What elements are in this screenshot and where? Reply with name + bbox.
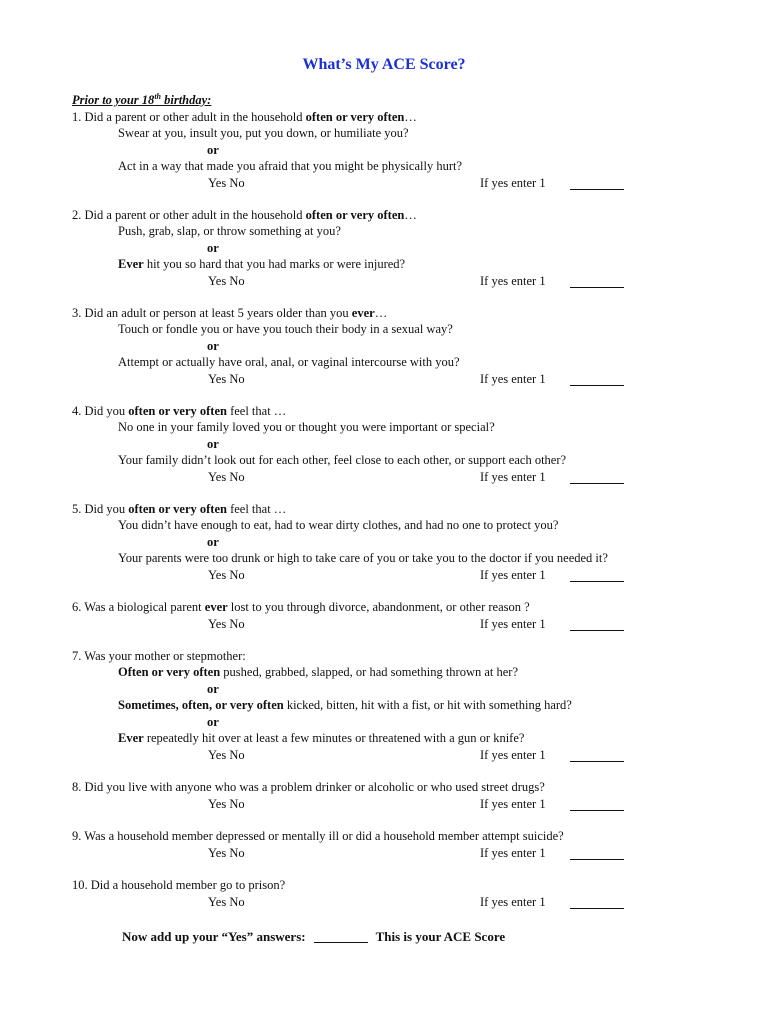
if-yes-label: If yes enter 1: [480, 748, 546, 762]
or-label: or: [207, 241, 219, 255]
if-yes-label: If yes enter 1: [480, 617, 546, 631]
answer-blank[interactable]: [570, 810, 624, 811]
answer-blank[interactable]: [570, 385, 624, 386]
intro-heading: Prior to your 18th birthday:: [72, 91, 212, 107]
or-label: or: [207, 143, 219, 157]
or-label: or: [207, 535, 219, 549]
if-yes-label: If yes enter 1: [480, 797, 546, 811]
page-title: What’s My ACE Score?: [302, 56, 466, 73]
or-label: or: [207, 437, 219, 451]
question-7-option-b: Sometimes, often, or very often kicked, bitten, hit with a fist, or hit with something hard?: [118, 698, 572, 712]
question-5-option-a: You didn’t have enough to eat, had to wear dirty clothes, and had no one to protect you?: [118, 518, 559, 532]
yes-no-choice[interactable]: Yes No: [208, 274, 245, 288]
question-7: 7. Was your mother or stepmother:: [72, 649, 246, 663]
or-label: or: [207, 682, 219, 696]
question-6: 6. Was a biological parent ever lost to you through divorce, abandonment, or other reason ?: [72, 600, 530, 614]
question-3: 3. Did an adult or person at least 5 years older than you ever…: [72, 306, 388, 320]
yes-no-choice[interactable]: Yes No: [208, 895, 245, 909]
if-yes-label: If yes enter 1: [480, 470, 546, 484]
question-7-option-a: Often or very often pushed, grabbed, slapped, or had something thrown at her?: [118, 665, 519, 679]
question-7-option-c: Ever repeatedly hit over at least a few minutes or threatened with a gun or knife?: [118, 731, 525, 745]
if-yes-label: If yes enter 1: [480, 176, 546, 190]
yes-no-choice[interactable]: Yes No: [208, 176, 245, 190]
answer-blank[interactable]: [570, 483, 624, 484]
yes-no-choice[interactable]: Yes No: [208, 617, 245, 631]
question-8: 8. Did you live with anyone who was a problem drinker or alcoholic or who used street drugs?: [72, 780, 545, 794]
or-label: or: [207, 339, 219, 353]
question-2: 2. Did a parent or other adult in the household often or very often…: [72, 208, 417, 222]
question-5-option-b: Your parents were too drunk or high to take care of you or take you to the doctor if you needed it?: [118, 551, 608, 565]
question-3-option-a: Touch or fondle you or have you touch their body in a sexual way?: [118, 322, 453, 336]
if-yes-label: If yes enter 1: [480, 846, 546, 860]
question-4-option-a: No one in your family loved you or thought you were important or special?: [118, 420, 495, 434]
if-yes-label: If yes enter 1: [480, 568, 546, 582]
answer-blank[interactable]: [570, 908, 624, 909]
question-4-option-b: Your family didn’t look out for each other, feel close to each other, or support each other?: [118, 453, 567, 467]
question-1: 1. Did a parent or other adult in the household often or very often…: [72, 110, 417, 124]
answer-blank[interactable]: [570, 287, 624, 288]
answer-blank[interactable]: [570, 859, 624, 860]
if-yes-label: If yes enter 1: [480, 372, 546, 386]
total-score-blank[interactable]: [314, 942, 368, 943]
total-score-line: [122, 929, 505, 944]
question-1-option-a: Swear at you, insult you, put you down, or humiliate you?: [118, 126, 409, 140]
question-5: 5. Did you often or very often feel that …: [72, 502, 287, 516]
question-4: 4. Did you often or very often feel that …: [72, 404, 287, 418]
answer-blank[interactable]: [570, 581, 624, 582]
answer-blank[interactable]: [570, 761, 624, 762]
total-suffix: This is your ACE Score: [375, 929, 506, 944]
yes-no-choice[interactable]: Yes No: [208, 470, 245, 484]
yes-no-choice[interactable]: Yes No: [208, 568, 245, 582]
yes-no-choice[interactable]: Yes No: [208, 797, 245, 811]
question-2-option-b: Ever hit you so hard that you had marks or were injured?: [118, 257, 406, 271]
or-label: or: [207, 715, 219, 729]
question-10: 10. Did a household member go to prison?: [72, 878, 286, 892]
yes-no-choice[interactable]: Yes No: [208, 748, 245, 762]
question-9: 9. Was a household member depressed or mentally ill or did a household member attempt suicide?: [72, 829, 564, 843]
question-1-option-b: Act in a way that made you afraid that you might be physically hurt?: [118, 159, 463, 173]
if-yes-label: If yes enter 1: [480, 895, 546, 909]
question-3-option-b: Attempt or actually have oral, anal, or vaginal intercourse with you?: [118, 355, 460, 369]
total-label: Now add up your “Yes” answers:: [122, 929, 306, 944]
yes-no-choice[interactable]: Yes No: [208, 846, 245, 860]
yes-no-choice[interactable]: Yes No: [208, 372, 245, 386]
answer-blank[interactable]: [570, 630, 624, 631]
if-yes-label: If yes enter 1: [480, 274, 546, 288]
question-2-option-a: Push, grab, slap, or throw something at you?: [118, 224, 341, 238]
answer-blank[interactable]: [570, 189, 624, 190]
